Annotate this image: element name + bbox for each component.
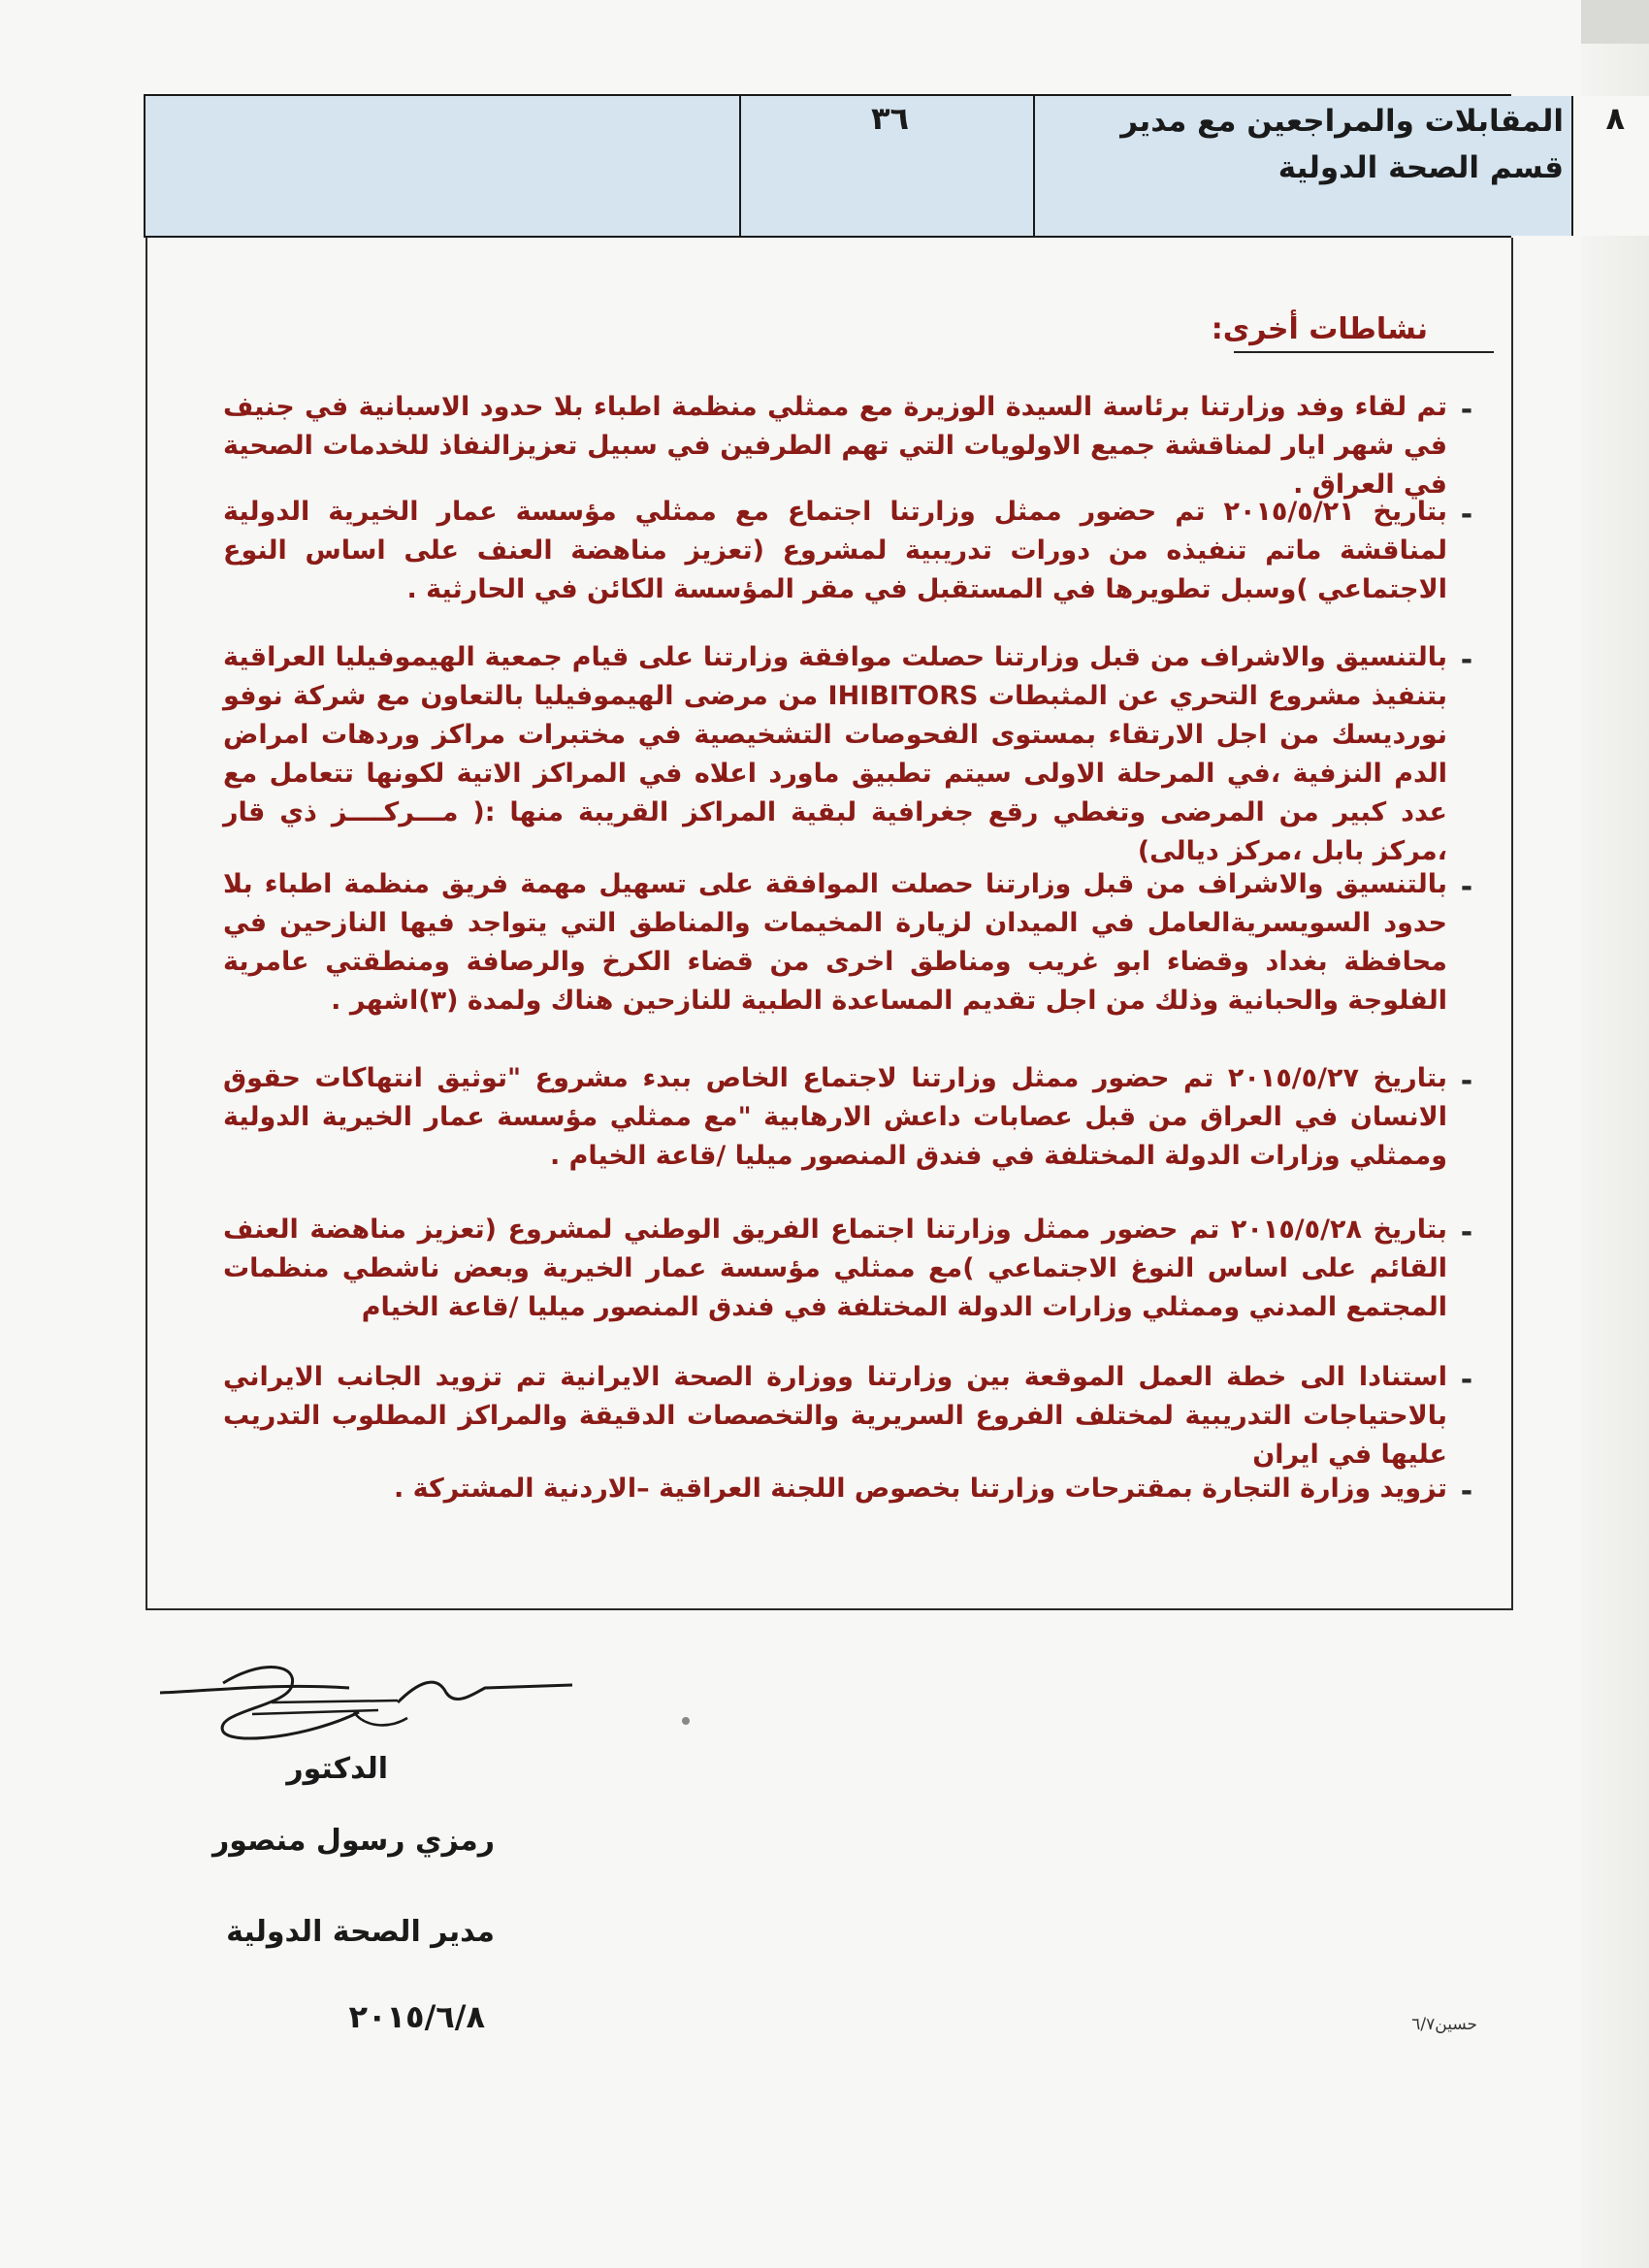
table-cell-index — [1571, 96, 1649, 236]
scan-speck — [682, 1717, 690, 1725]
table-description-text: المقابلات والمراجعين مع مدير قسم الصحة الدولية — [1120, 104, 1564, 185]
bullet-marker: - — [1460, 870, 1473, 904]
table-cell-count — [739, 96, 1033, 236]
page-edge — [1581, 0, 1649, 2268]
scan-corner-shadow — [1581, 0, 1649, 44]
handwritten-signature — [155, 1654, 582, 1761]
paragraph-amar-foundation-training: بتاريخ ٢٠١٥/٥/٢١ تم حضور ممثل وزارتنا اجتماع مع ممثلي مؤسسة عمار الخيرية الدولية لمناقشة ماتم تنفيذه من دورات تدريبية لمشروع (تعزيز مناهضة العنف على اساس النوع الاجتماعي )وسبل تطويرها في المستقبل في مقر المؤسسة الكائن في الحارثية . — [223, 497, 1447, 604]
paragraph-hemophilia-project: بالتنسيق والاشراف من قبل وزارتنا حصلت موافقة وزارتنا على قيام جمعية الهيموفيليا العراقية بتنفيذ مشروع التحري عن المثبطات IHIBITORS من مرضى الهيموفيليا بالتعاون مع شركة نوفو نورديسك من اجل الارتقاء بمستوى الفحوصات التشخيصية في مختبرات مراكز وردهات امراض الدم النزفية ،في المرحلة الاولى سيتم تطبيق ماورد اعلاه في المراكز الاتية لكونها تتعامل مع عدد كبير من المرضى وتغطي رقع جغرافية لبقية المراكز القريبة منها :( مـــركــــز ذي قار ،مركز بابل ،مركز ديالى) — [223, 642, 1448, 866]
paragraph-human-rights-project: بتاريخ ٢٠١٥/٥/٢٧ تم حضور ممثل وزارتنا لاجتماع الخاص ببدء مشروع "توثيق انتهاكات حقوق الانسان في العراق من قبل عصابات داعش الارهابية "مع ممثلي مؤسسة عمار الخيرية الدولية وممثلي وزارات الدولة المختلفة في فندق المنصور ميليا /قاعة الخيام . — [223, 1063, 1447, 1171]
handwritten-note: حسين٦/٧ — [1411, 2015, 1477, 2034]
bullet-marker: - — [1460, 643, 1473, 677]
bullet-marker: - — [1460, 393, 1473, 427]
paragraph-national-team-meeting: بتاريخ ٢٠١٥/٥/٢٨ تم حضور ممثل وزارتنا اجتماع الفريق الوطني لمشروع (تعزيز مناهضة العنف القائم على اساس النوغ الاجتماعي )مع ممثلي مؤسسة عمار الخيرية وبعض ناشطي منظمات المجتمع المدني وممثلي وزارات الدولة المختلفة في فندق المنصور ميليا /قاعة الخيام — [223, 1215, 1447, 1322]
signature-date: ٢٠١٥/٦/٨ — [348, 1998, 485, 2035]
table-count-value: ٣٦ — [870, 100, 909, 137]
section-title-underline — [1234, 351, 1494, 353]
bullet-marker: - — [1460, 1215, 1473, 1249]
table-row — [144, 94, 1625, 238]
bullet-marker: - — [1460, 498, 1473, 532]
bullet-marker: - — [1460, 1474, 1473, 1508]
signature-position: مدير الصحة الدولية — [226, 1915, 495, 1949]
paragraph-trade-ministry: تزويد وزارة التجارة بمقترحات وزارتنا بخصوص اللجنة العراقية –الاردنية المشتركة . — [393, 1474, 1447, 1504]
table-index-value: ٨ — [1605, 100, 1625, 137]
signature-title: الدكتور — [286, 1752, 388, 1786]
bullet-marker: - — [1460, 1363, 1473, 1397]
table-cell-description — [1033, 96, 1571, 236]
paragraph-msf-swiss: بالتنسيق والاشراف من قبل وزارتنا حصلت الموافقة على تسهيل مهمة فريق منظمة اطباء بلا حدود السويسريةالعامل في الميدان لزيارة المخيمات والمناطق التي يتواجد فيها النازحين في محافظة بغداد وقضاء ابو غريب ومناطق اخرى من قضاء الكرخ والرصافة ومنطقتي عامرية الفلوجة والحبانية وذلك من اجل تقديم المساعدة الطبية للنازحين هناك ولمدة (٣)اشهر . — [223, 869, 1447, 1016]
paragraph-iran-plan: استنادا الى خطة العمل الموقعة بين وزارتنا ووزارة الصحة الايرانية تم تزويد الجانب الايراني بالاحتياجات التدريبية لمختلف الفروع السريرية والتخصصات الدقيقة والمراكز المطلوب التدريب عليها في ايران — [223, 1362, 1447, 1470]
section-title: نشاطات أخرى: — [1211, 312, 1428, 346]
paragraph-geneva-meeting: تم لقاء وفد وزارتنا برئاسة السيدة الوزيرة مع ممثلي منظمة اطباء بلا حدود الاسبانية في جنيف في شهر ايار لمناقشة جميع الاولويات التي تهم الطرفين في سبيل تعزيزالنفاذ للخدمات الصحية في العراق . — [223, 392, 1447, 500]
table-cell-extra — [146, 96, 739, 236]
bullet-marker: - — [1460, 1064, 1473, 1098]
signature-name: رمزي رسول منصور — [212, 1824, 495, 1858]
